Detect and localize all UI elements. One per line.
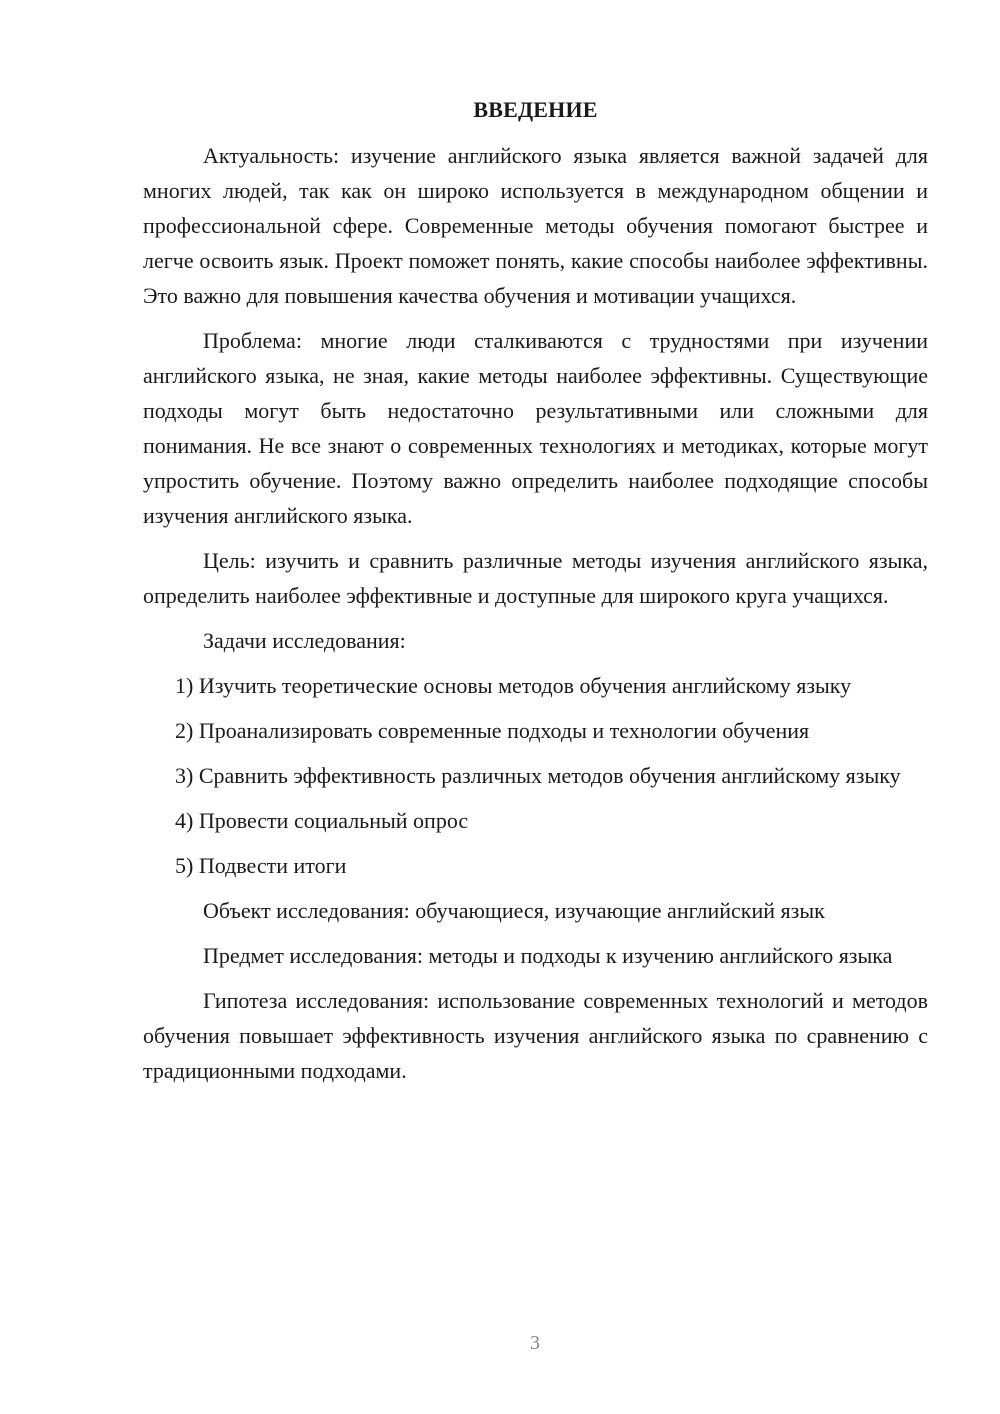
task-item-2: 2) Проанализировать современные подходы и технологии обучения: [175, 718, 810, 743]
task-item-4: 4) Провести социальный опрос: [175, 808, 469, 833]
tasks-heading: Задачи исследования:: [203, 628, 406, 653]
document-page: [143, 92, 928, 1098]
task-item-3: 3) Сравнить эффективность различных методов обучения английскому языку: [175, 763, 901, 788]
relevance-paragraph: Актуальность: изучение английского языка является важной задачей для многих людей, так как он широко используется в международном общении и профессиональной сфере. Современные методы обучения помогают быстрее и легче освоить язык. Проект поможет понять, какие способы наиболее эффективны. Это важно для повышения качества обучения и мотивации учащихся.: [143, 143, 928, 308]
task-item-1: 1) Изучить теоретические основы методов обучения английскому языку: [175, 673, 852, 698]
page-number: 3: [530, 1332, 540, 1354]
hypothesis-paragraph: Гипотеза исследования: использование современных технологий и методов обучения повышает эффективность изучения английского языка по сравнению с традиционными подходами.: [143, 988, 928, 1083]
section-title: ВВЕДЕНИЕ: [473, 97, 598, 122]
goal-paragraph: Цель: изучить и сравнить различные методы изучения английского языка, определить наиболее эффективные и доступные для широкого круга учащихся.: [143, 548, 928, 608]
problem-paragraph: Проблема: многие люди сталкиваются с трудностями при изучении английского языка, не зная, какие методы наиболее эффективны. Существующие подходы могут быть недостаточно результативными или сложными для понимания. Не все знают о современных технологиях и методиках, которые могут упростить обучение. Поэтому важно определить наиболее подходящие способы изучения английского языка.: [143, 328, 928, 528]
object-paragraph: Объект исследования: обучающиеся, изучающие английский язык: [203, 898, 825, 923]
subject-paragraph: Предмет исследования: методы и подходы к изучению английского языка: [203, 943, 893, 968]
task-item-5: 5) Подвести итоги: [175, 853, 347, 878]
